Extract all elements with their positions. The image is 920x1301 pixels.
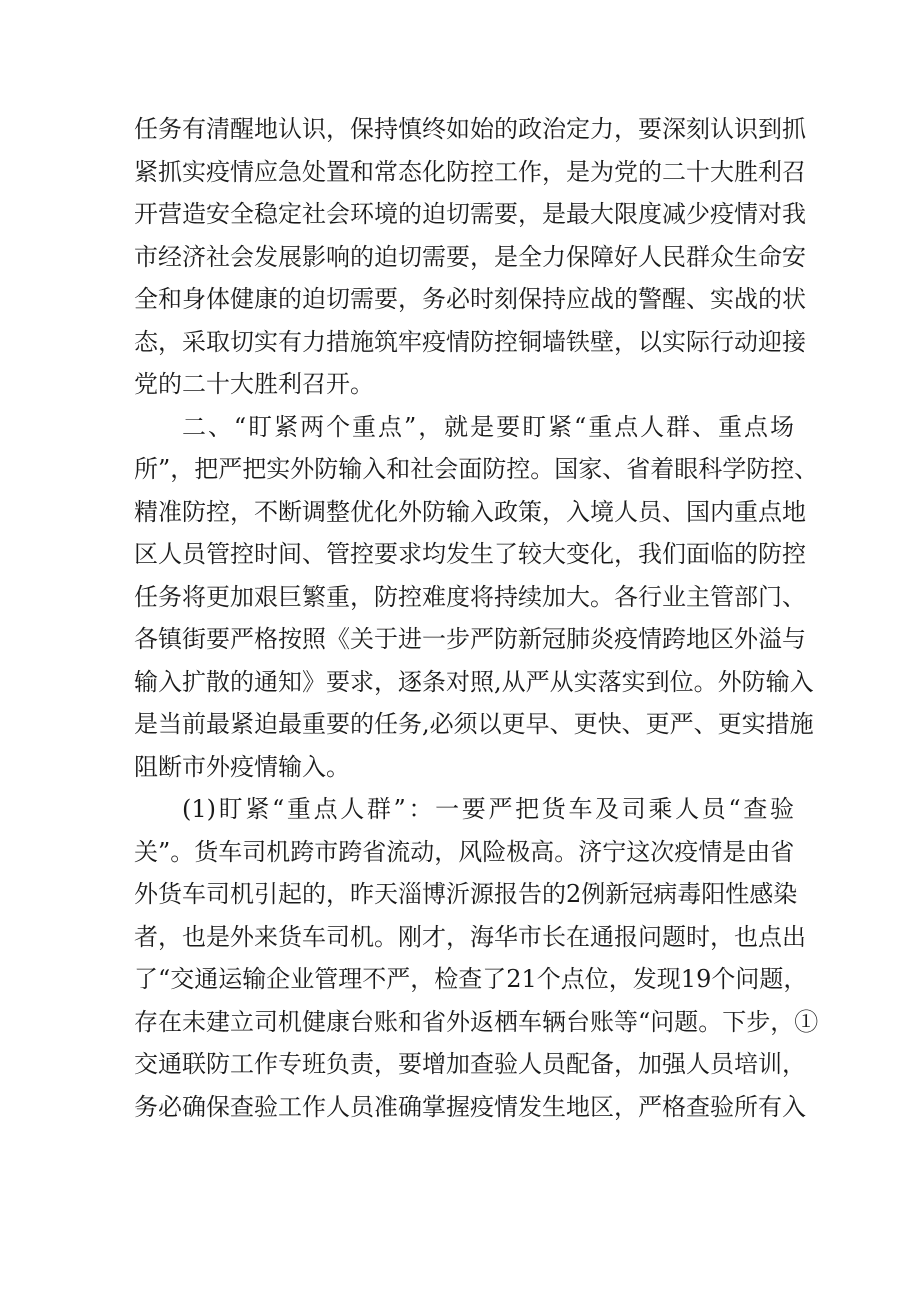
text-line: 阻断市外疫情输入。 [134,752,350,781]
text-line: 了“交通运输企业管理不严，检查了21个点位，发现19个问题， [134,965,808,993]
text-line: 所”，把严把实外防输入和社会面防控。国家、省着眼科学防控、 [134,455,819,483]
text-line: 市经济社会发展影响的迫切需要，是全力保障好人民群众生命安 [134,242,806,271]
text-line: 全和身体健康的迫切需要，务必时刻保持应战的警醒、实战的状 [134,285,806,313]
paragraph-2 [134,406,819,789]
paragraph-1 [134,108,806,406]
text-line: 外货车司机引起的，昨天淄博沂源报告的2例新冠病毒阳性感染 [134,880,798,908]
text-line: 态，采取切实有力措施筑牢疫情防控铜墙铁壁，以实际行动迎接 [134,327,806,356]
text-line: 输入扩散的通知》要求，逐条对照,从严从实落实到位。外防输入 [134,667,814,696]
text-line: 任务将更加艰巨繁重，防控难度将持续加大。各行业主管部门、 [134,582,806,611]
text-line: 务必确保查验工作人员准确掌握疫情发生地区，严格查验所有入 [134,1092,806,1121]
text-line: 各镇街要严格按照《关于进一步严防新冠肺炎疫情跨地区外溢与 [134,625,806,653]
text-line: 开营造安全稳定社会环境的迫切需要，是最大限度减少疫情对我 [134,200,806,228]
text-line: 紧抓实疫情应急处置和常态化防控工作，是为党的二十大胜利召 [134,157,806,186]
text-line: 者，也是外来货车司机。刚才，海华市长在通报问题时，也点出 [134,922,806,951]
text-line: 关”。货车司机跨市跨省流动，风险极高。济宁这次疫情是由省 [134,837,795,866]
text-line: 任务有清醒地认识，保持慎终如始的政治定力，要深刻认识到抓 [134,115,806,143]
text-line: 二、“盯紧两个重点”，就是要盯紧“重点人群、重点场 [182,412,794,441]
text-line: 是当前最紧迫最重要的任务,必须以更早、更快、更严、更实措施 [134,710,814,738]
text-line: (1)盯紧“重点人群”：一要严把货车及司乘人员“查验 [182,795,794,823]
paragraph-3 [134,788,819,1128]
text-line: 区人员管控时间、管控要求均发生了较大变化，我们面临的防控 [134,540,806,568]
text-line: 精准防控，不断调整优化外防输入政策，入境人员、国内重点地 [134,497,806,526]
text-line: 党的二十大胜利召开。 [134,370,374,398]
text-line: 存在未建立司机健康台账和省外返栖车辆台账等“问题。下步，① [134,1007,819,1036]
text-line: 交通联防工作专班负责，要增加查验人员配备，加强人员培训， [134,1050,806,1078]
document-body [134,108,819,1128]
